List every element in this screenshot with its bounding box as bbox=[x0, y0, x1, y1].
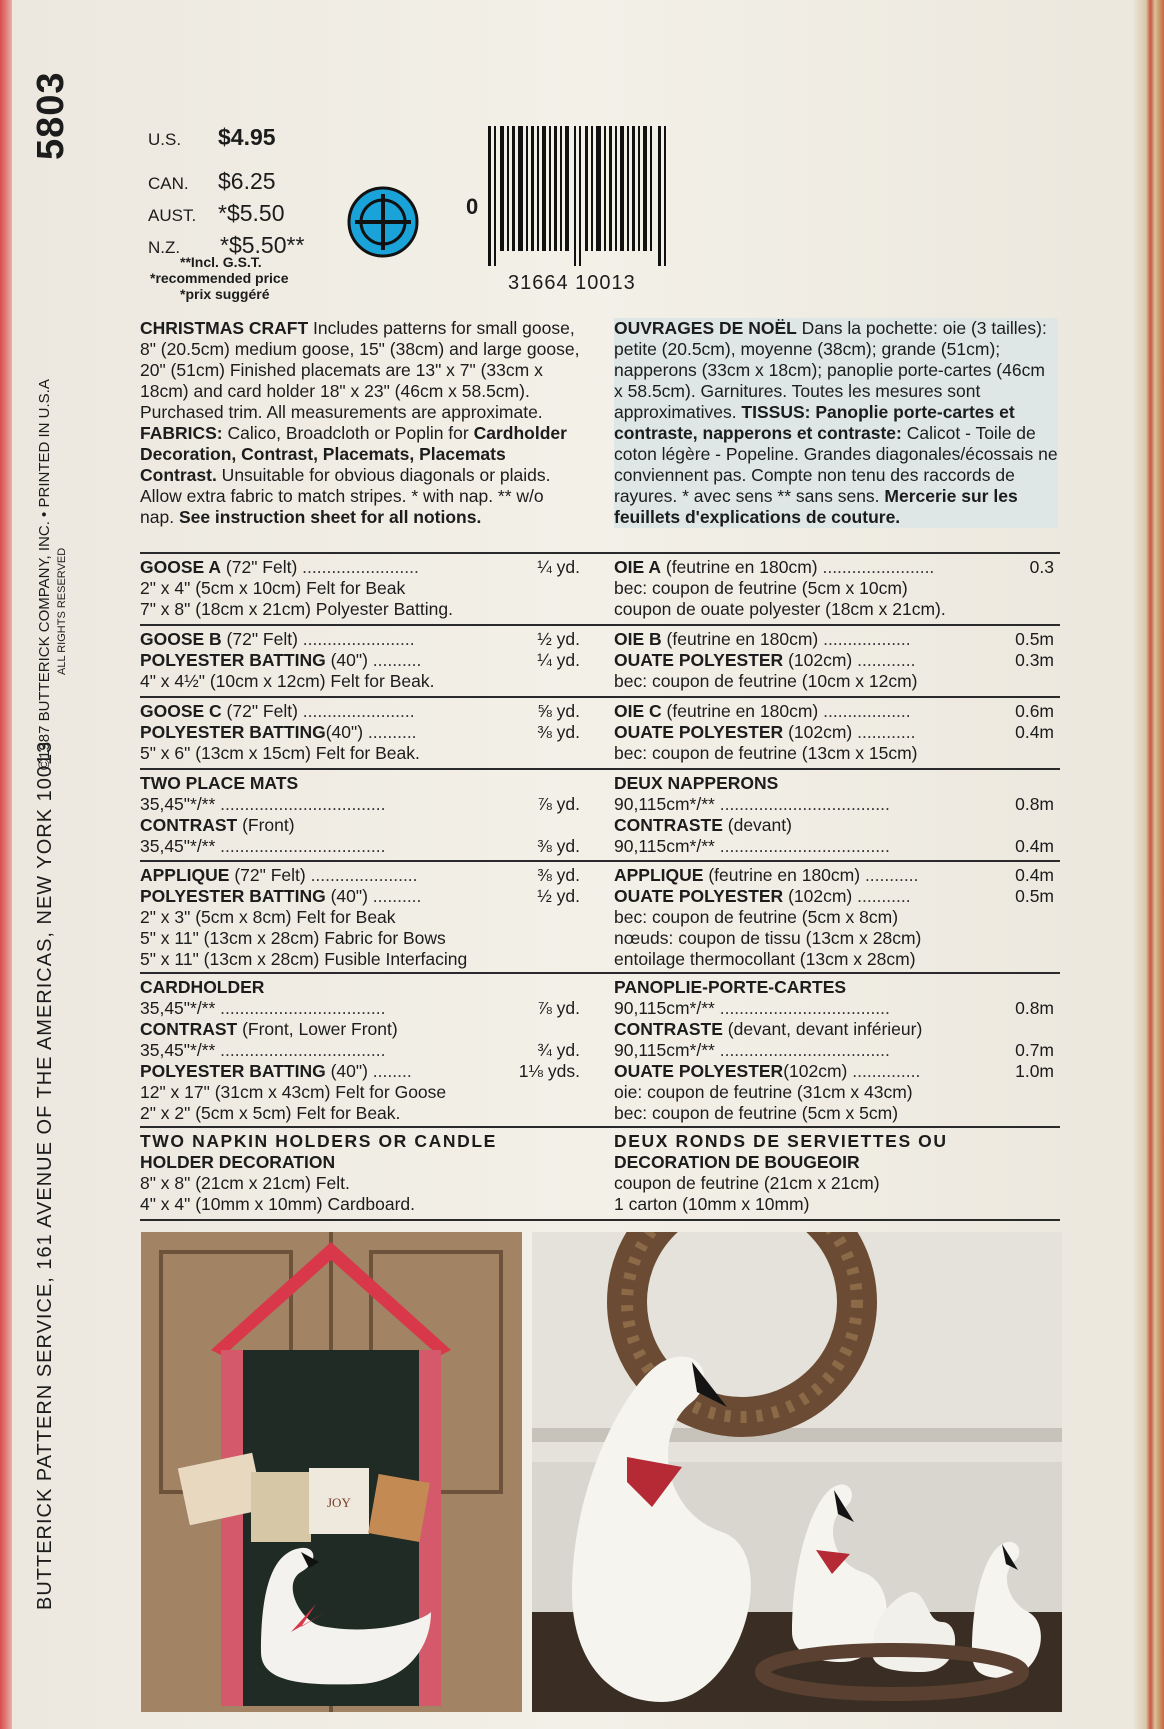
section-divider bbox=[140, 696, 1060, 698]
price-nz: N.Z. *$5.50** bbox=[148, 232, 305, 258]
price-aust: AUST. *$5.50 bbox=[148, 200, 285, 226]
right-edge-strip bbox=[1134, 0, 1164, 1729]
section-divider bbox=[140, 860, 1060, 862]
butterick-logo-icon bbox=[347, 186, 419, 258]
note-recommended: *recommended price bbox=[150, 270, 289, 286]
section-divider bbox=[140, 768, 1060, 770]
left-edge-strip bbox=[0, 0, 12, 1729]
description-english: CHRISTMAS CRAFT Includes patterns for small goose, 8" (20.5cm) medium goose, 15" (38cm) and large goose, 20" (51cm) Finished placemats are 13" x 7" (33cm x 18cm) and card holder 18" x 23" (46cm x 58.5cm). Purchased trim. All measurements are approximate. FABRICS: Calico, Broadcloth or Poplin for Cardholder Decoration, Contrast, Placemats, Placemats Contrast. Unsuitable for obvious diagonals or plaids. Allow extra fabric to match stripes. * with nap. ** w/o nap. See instruction sheet for all notions. bbox=[140, 318, 580, 527]
barcode-number: 31664 10013 bbox=[508, 272, 636, 294]
price-us: U.S. $4.95 bbox=[148, 124, 276, 150]
price-can: CAN. $6.25 bbox=[148, 168, 276, 194]
cardholder-photo bbox=[141, 1232, 522, 1712]
barcode-icon bbox=[488, 126, 668, 266]
section-divider bbox=[140, 1126, 1060, 1128]
copyright-text: ©1987 BUTTERICK COMPANY, INC. • PRINTED IN U.S.A bbox=[36, 379, 53, 770]
description-french: OUVRAGES DE NOËL Dans la pochette: oie (3 tailles): petite (20.5cm), moyenne (38cm); grande (51cm); napperons (33cm x 18cm); panoplie porte-cartes (46cm x 58.5cm). Garnitures. Toutes les mesures sont approximatives. TISSUS: Panoplie porte-cartes et contraste, napperons et contraste: Calicot - Toile de coton légère - Popeline. Grandes diagonales/écossais ne conviennent pas. Compte non tenu des raccords de rayures. * avec sens ** sans sens. Mercerie sur les feuillets d'explications de couture. bbox=[614, 318, 1058, 527]
card-joy-text: JOY bbox=[327, 1495, 351, 1510]
geese-photo bbox=[532, 1232, 1062, 1712]
note-gst: **Incl. G.S.T. bbox=[180, 254, 262, 270]
section-divider bbox=[140, 1219, 1060, 1221]
company-address: BUTTERICK PATTERN SERVICE, 161 AVENUE OF THE AMERICAS, NEW YORK 10013 bbox=[34, 740, 56, 1610]
barcode-lead-digit: 0 bbox=[466, 194, 479, 219]
section-divider bbox=[140, 552, 1060, 554]
section-divider bbox=[140, 624, 1060, 626]
rights-text: ALL RIGHTS RESERVED bbox=[56, 547, 68, 675]
pattern-number: 5803 bbox=[30, 71, 72, 160]
section-divider bbox=[140, 972, 1060, 974]
note-prix: *prix suggéré bbox=[180, 286, 270, 302]
